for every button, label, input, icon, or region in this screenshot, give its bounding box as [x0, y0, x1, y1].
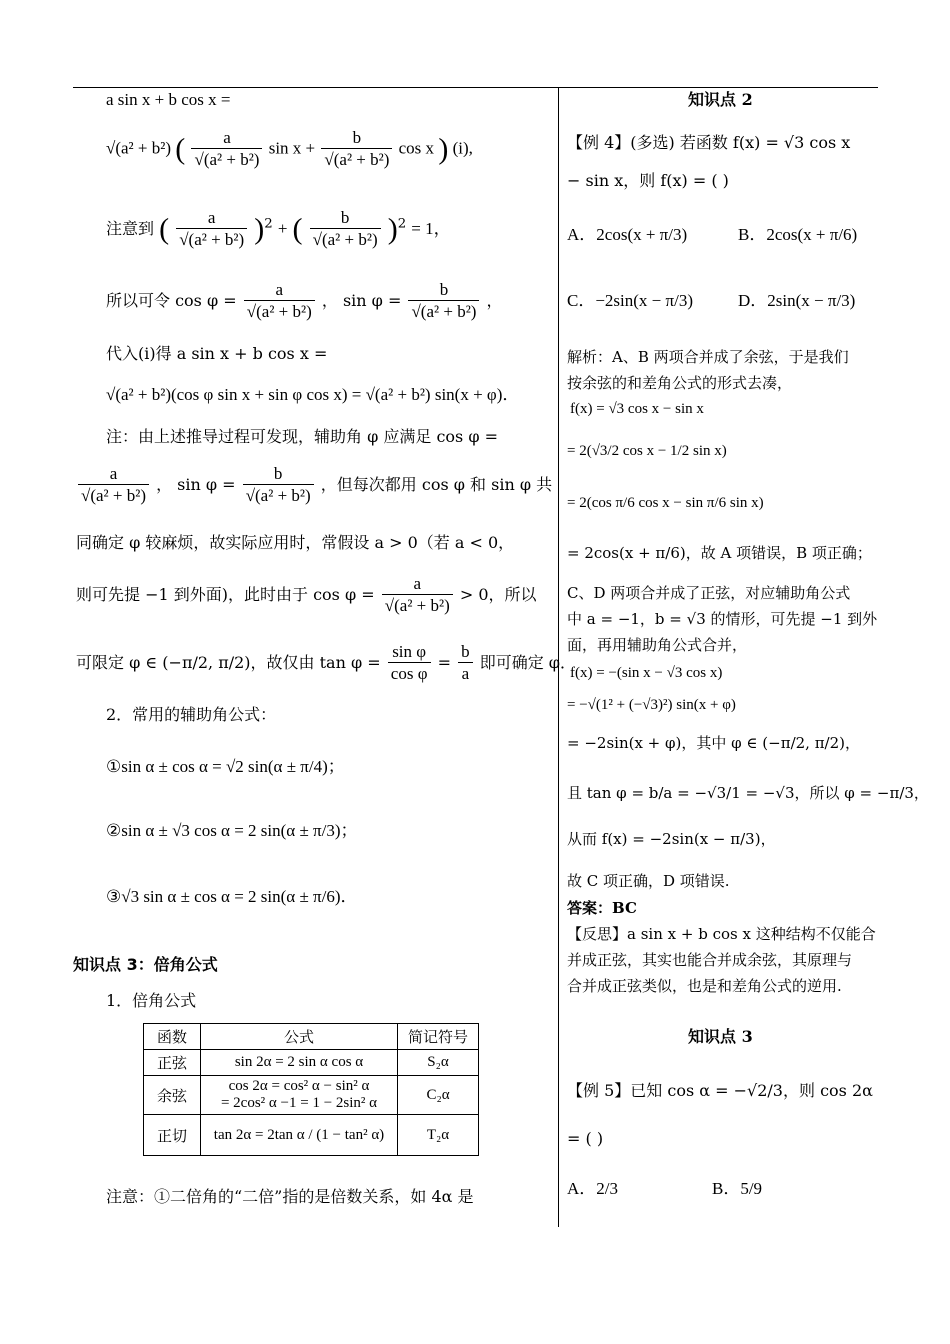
- num: b: [243, 464, 314, 485]
- solution-step-9: = −√(1² + (−√3)²) sin(x + φ): [567, 697, 736, 713]
- cell-line: cos 2α = cos² α − sin² α: [228, 1078, 370, 1094]
- eq-line-4: 所以可令 cos φ = $\frac{a}{\text{√(a² + b²)}}$ ， sin φ = $\frac{b}{\text{√(a² + b²)}}$ ，: [106, 280, 503, 321]
- den: √(a² + b²): [384, 596, 450, 615]
- example-5-line-1: 【例 5】已知 cos α = −√2/3，则 cos 2α: [567, 1081, 873, 1100]
- note-line-2: [76, 464, 552, 507]
- solution-step-12: 从而 f(x) = −2sin(x − π/3)，: [567, 830, 776, 848]
- option-a-5: A．2/3: [567, 1179, 618, 1198]
- example-5-line-2: = ( ): [567, 1129, 604, 1148]
- solution-step-11: 且 tan φ = b/a = −√3/1 = −√3，所以 φ = −π/3，: [567, 784, 929, 802]
- den: √(a² + b²): [194, 150, 260, 169]
- frac: [176, 208, 247, 251]
- eq-line-2: √(a² + b²) ( $\frac{a}{\text{√(a² + b²)}}$ sin x + $\frac{b}{\text{√(a² + b²)}}$ cos x ) (i),: [106, 128, 473, 169]
- frac: [244, 280, 315, 323]
- table-cell: 正切: [144, 1115, 201, 1156]
- formula-1: ①sin α ± cos α = √2 sin(α ± π/4)；: [106, 757, 345, 776]
- eq-text: 注意到: [106, 219, 155, 238]
- frac: [310, 208, 381, 251]
- solution-line-2: 按余弦的和差角公式的形式去凑，: [567, 374, 793, 392]
- option-b-5: B．5/9: [712, 1179, 763, 1198]
- den: a: [461, 664, 470, 683]
- answer: 答案：BC: [567, 899, 637, 917]
- solution-step-8: f(x) = −(sin x − √3 cos x): [570, 665, 723, 681]
- solution-step-6: 中 a = −1，b = √3 的情形，可先提 −1 到外: [567, 610, 878, 628]
- num: a: [176, 208, 247, 229]
- reflection-line-2: 并成正弦，其实也能合并成余弦，其原理与: [567, 951, 853, 969]
- solution-step-3: = 2(cos π/6 cos x − sin π/6 sin x): [567, 495, 764, 511]
- num: sin φ: [388, 642, 431, 663]
- reflection-line-1: 【反思】a sin x + b cos x 这种结构不仅能合: [567, 925, 876, 943]
- den: √(a² + b²): [245, 486, 311, 505]
- eq-line-6: √(a² + b²)(cos φ sin x + sin φ cos x) = √(a² + b²) sin(x + φ)．: [106, 385, 520, 404]
- solution-line-1: 解析：A、B 两项合并成了余弦，于是我们: [567, 348, 849, 366]
- top-rule: [73, 87, 878, 88]
- option-b: B．2cos(x + π/6): [738, 225, 858, 244]
- num: a: [78, 464, 149, 485]
- frac: [458, 642, 473, 685]
- table-row: [144, 1115, 479, 1156]
- table-cell: C₂α: [398, 1076, 479, 1115]
- frac: [78, 464, 149, 507]
- eq-text: sin x +: [268, 138, 316, 158]
- eq-text: ， sin φ =: [156, 475, 236, 494]
- den: cos φ: [390, 664, 428, 683]
- eq-text: > 0，所以: [459, 585, 537, 604]
- solution-step-5: C、D 两项合并成了正弦，对应辅助角公式: [567, 584, 851, 602]
- table-header: 函数: [144, 1024, 201, 1050]
- note-line-1: 注：由上述推导过程可发现，辅助角 φ 应满足 cos φ =: [106, 427, 499, 446]
- table-cell: S₂α: [398, 1050, 479, 1076]
- eq-line-5: 代入(i)得 a sin x + b cos x =: [106, 344, 328, 363]
- num: b: [408, 280, 479, 301]
- solution-step-13: 故 C 项正确，D 项错误.: [567, 872, 730, 890]
- knowledge-point-2-heading: 知识点 2: [688, 90, 753, 109]
- den: √(a² + b²): [411, 302, 477, 321]
- solution-step-10: = −2sin(x + φ)，其中 φ ∈ (−π/2, π/2)，: [567, 734, 861, 752]
- eq-line-1: a sin x + b cos x =: [106, 90, 231, 109]
- eq-line-3: 注意到 ( $\frac{a}{\text{√(a² + b²)}}$ )$^2$ + ( $\frac{b}{\text{√(a² + b²)}}$ )$^2$ = 1，: [106, 208, 451, 249]
- num: a: [244, 280, 315, 301]
- knowledge-point-3-right-heading: 知识点 3: [688, 1027, 753, 1046]
- table-cell: 余弦: [144, 1076, 201, 1115]
- example-4-line-2: − sin x，则 f(x) = ( ): [567, 171, 729, 190]
- table-cell: sin 2α = 2 sin α cos α: [201, 1050, 398, 1076]
- frac: [243, 464, 314, 507]
- formula-2: ②sin α ± √3 cos α = 2 sin(α ± π/3)；: [106, 821, 358, 840]
- double-angle-table: [143, 1023, 479, 1156]
- table-cell: [201, 1076, 398, 1115]
- solution-step-2: = 2(√3/2 cos x − 1/2 sin x): [567, 443, 727, 459]
- frac: [408, 280, 479, 323]
- double-angle-title: 1．倍角公式: [106, 991, 197, 1010]
- den: √(a² + b²): [312, 230, 378, 249]
- option-d: D．2sin(x − π/3): [738, 291, 856, 310]
- eq-text: 即可确定 φ．: [479, 653, 576, 672]
- eq-text: ，但每次都用 cos φ 和 sin φ 共: [320, 475, 553, 494]
- num: a: [191, 128, 262, 149]
- frac: [191, 128, 262, 171]
- num: a: [382, 574, 453, 595]
- table-header-row: [144, 1024, 479, 1050]
- num: b: [458, 642, 473, 663]
- num: b: [321, 128, 392, 149]
- example-4-line-1: 【例 4】(多选) 若函数 f(x) = √3 cos x: [567, 133, 851, 152]
- num: b: [310, 208, 381, 229]
- note-line-4: [76, 574, 537, 617]
- solution-step-1: f(x) = √3 cos x − sin x: [570, 401, 704, 417]
- cell-line: = 2cos² α −1 = 1 − 2sin² α: [220, 1095, 378, 1111]
- eq-text: cos x: [398, 138, 435, 158]
- note-line-3: 同确定 φ 较麻烦，故实际应用时，常假设 a > 0（若 a < 0，: [76, 533, 515, 552]
- table-header: 简记符号: [398, 1024, 479, 1050]
- den: √(a² + b²): [179, 230, 245, 249]
- eq-tag: (i),: [452, 138, 473, 158]
- table-cell: T₂α: [398, 1115, 479, 1156]
- solution-step-7: 面，再用辅助角公式合并，: [567, 636, 748, 654]
- den: √(a² + b²): [81, 486, 146, 505]
- eq-text: ， sin φ =: [321, 291, 402, 310]
- table-cell: 正弦: [144, 1050, 201, 1076]
- option-c: C．−2sin(x − π/3): [567, 291, 693, 310]
- eq-text: = 1，: [411, 219, 451, 238]
- formula-3: ③√3 sin α ± cos α = 2 sin(α ± π/6)．: [106, 887, 358, 906]
- reflection-line-3: 合并成正弦类似，也是和差角公式的逆用.: [567, 977, 842, 995]
- note-line-5: 可限定 φ ∈ (−π/2, π/2)，故仅由 tan φ = $\frac{\text{sin φ}}{\text{cos φ}}$ = $\frac{b}{a}$ 即可确定 φ．: [76, 642, 576, 683]
- table-cell: tan 2α = 2tan α / (1 − tan² α): [201, 1115, 398, 1156]
- knowledge-point-3-heading: 知识点 3：倍角公式: [73, 955, 218, 974]
- frac: [321, 128, 392, 171]
- solution-step-4: = 2cos(x + π/6)，故 A 项错误，B 项正确；: [567, 544, 872, 562]
- table-header: 公式: [201, 1024, 398, 1050]
- den: √(a² + b²): [246, 302, 312, 321]
- table-row: [144, 1076, 479, 1115]
- note-double-angle: 注意：①二倍角的“二倍”指的是倍数关系，如 4α 是: [106, 1187, 474, 1206]
- den: √(a² + b²): [324, 150, 390, 169]
- eq-text: 可限定 φ ∈ (−π/2, π/2)，故仅由 tan φ =: [76, 653, 381, 672]
- eq-text: 所以可令 cos φ =: [106, 291, 237, 310]
- frac: [382, 574, 453, 617]
- section-title: 2．常用的辅助角公式：: [106, 705, 277, 724]
- table-row: [144, 1050, 479, 1076]
- option-a: A．2cos(x + π/3): [567, 225, 688, 244]
- eq-sqrt: √(a² + b²): [106, 138, 171, 158]
- frac: [388, 642, 431, 685]
- eq-text: 则可先提 −1 到外面)，此时由于 cos φ =: [76, 585, 375, 604]
